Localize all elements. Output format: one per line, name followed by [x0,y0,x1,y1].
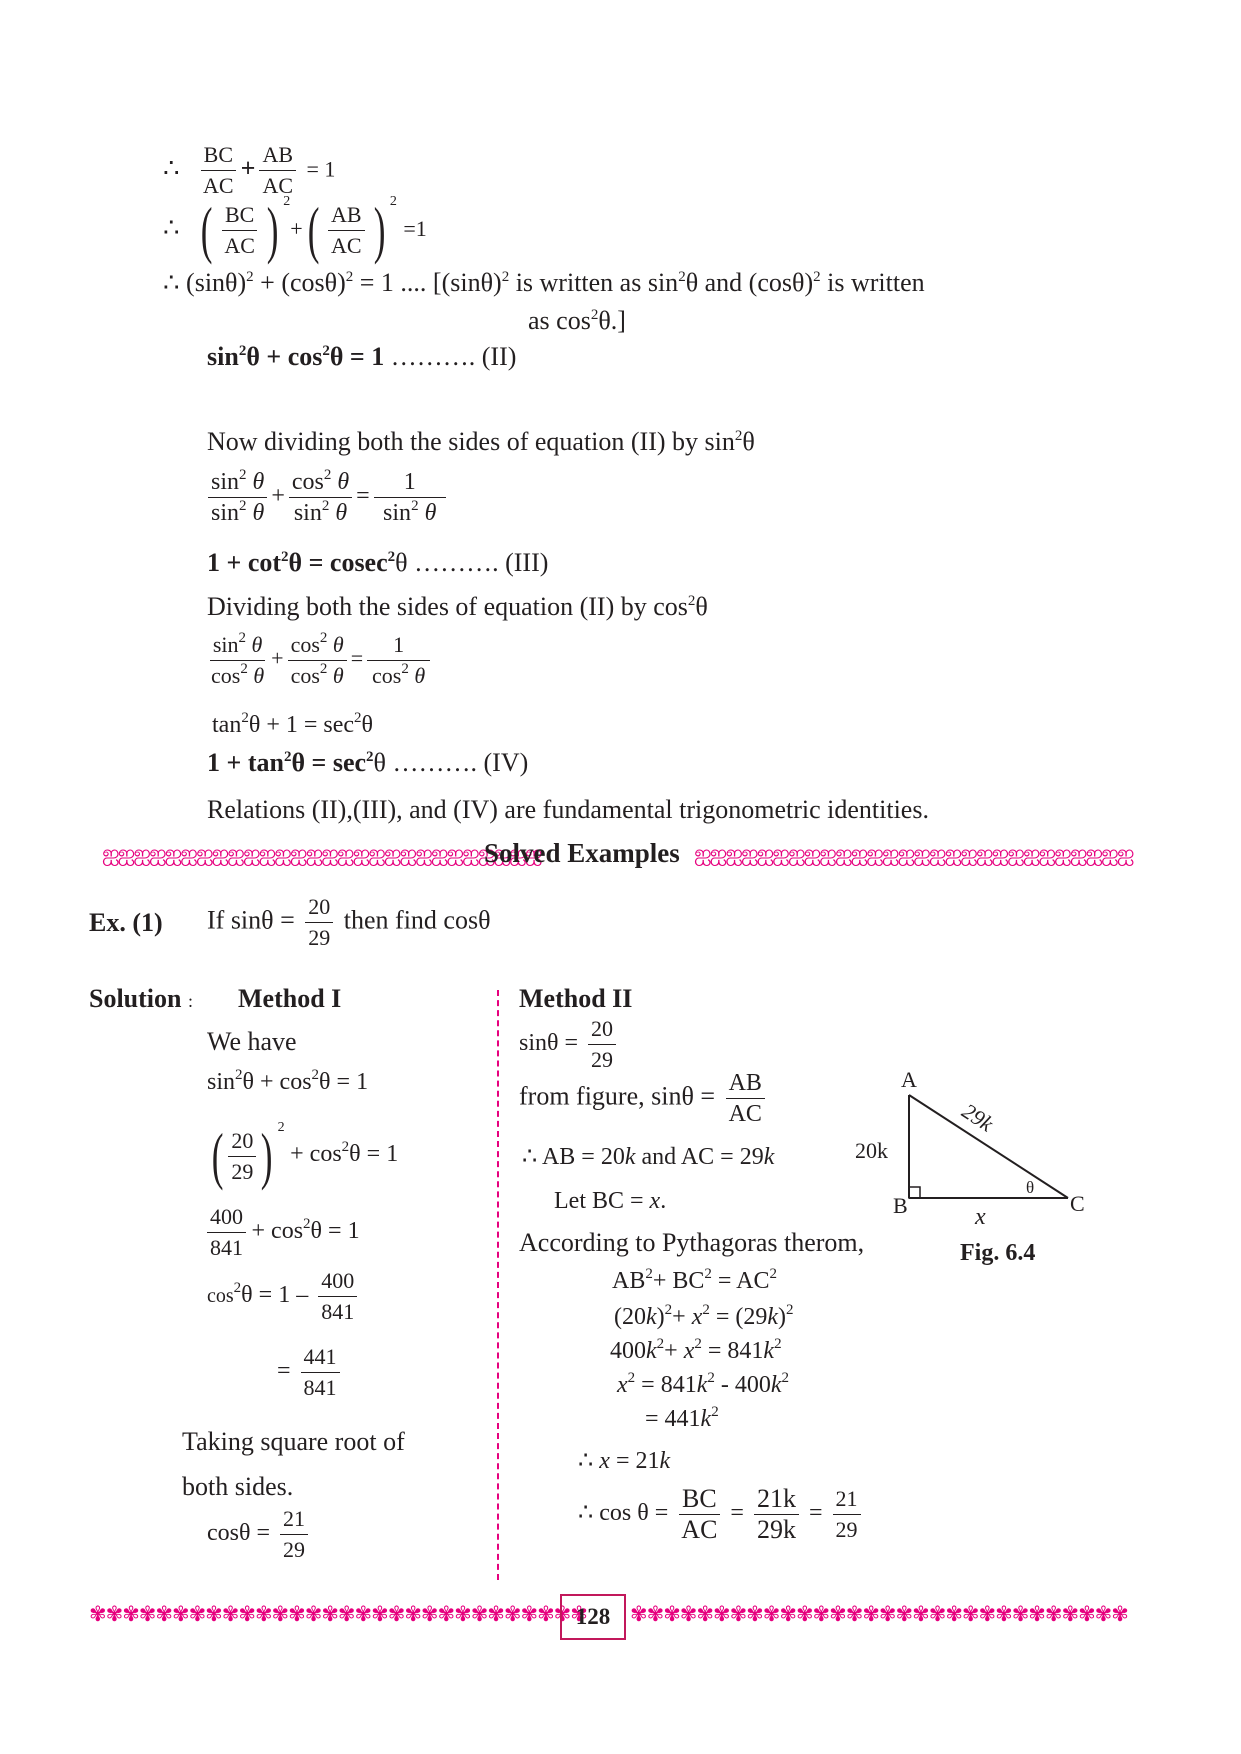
identity-III: $1 + \cot^2\theta = cosec^2\theta$ ………. (III) [207,548,549,577]
divide-sin-equation: $\frac{\sin^2 \theta}{\sin^2 \theta}$ + $\frac{\cos^2 \theta}{\sin^2 \theta}$ = $\frac{1}{\sin^2 \theta}$ [208,467,450,528]
figure-caption: Fig. 6.4 [960,1240,1036,1266]
cos-result: cosθ = $\frac{21}{29}$ [207,1504,312,1565]
m1-line3: $\frac{400}{841}$ + $\cos^2\theta = 1$ [207,1202,360,1263]
triangle-figure [855,1065,1095,1230]
m2-p1: $AB^2+ BC^2 = AC^2$ [612,1266,777,1294]
fraction: $\frac{20}{29}$ [305,892,333,953]
intro-line-1: ∴ $\frac{BC}{AC}$ + $\frac{AB}{AC}$ = 1 [163,140,335,201]
m1-line2: ( $\frac{20}{29}$ ) 2 + $\cos^2\theta = 1$ [207,1124,398,1188]
identity-IV: $1 + \tan^2\theta = \sec^2\theta$ ………. (IV) [207,748,529,777]
intro-line-4: as $\cos^2\theta$.] [528,306,626,335]
vertex-C: C [1070,1191,1085,1216]
intro-line-3: ∴ $(\sin\theta)^2 + (\cos\theta)^2 = 1$ .... [$(\sin\theta)^2$ is written as $\sin^2\theta$ and $(\cos\theta)^2$ is written [163,268,925,297]
fraction: $\frac{AB}{AC}$ [259,140,296,201]
fraction: $\frac{21}{29}$ [280,1504,308,1565]
fraction: $\frac{BC}{AC}$ [200,140,237,201]
m2-from-figure: from figure, sinθ = $\frac{AB}{AC}$ [519,1068,769,1129]
hypotenuse-label: 29k [957,1098,998,1137]
method-1-title: Method I [238,984,342,1013]
m2-according: According to Pythagoras therom, [519,1228,865,1257]
page-number: 128 [560,1594,626,1640]
method-2-title: Method II [519,984,633,1013]
paren-group: ( $\frac{AB}{AC}$ ) 2 [307,194,397,265]
therefore-symbol: ∴ [163,153,180,183]
m1-line4: $\cos^2\theta = 1$ – $\frac{400}{841}$ [207,1266,361,1327]
identity-II: $\sin^2\theta + \cos^2\theta = 1$ ………. (II) [207,342,517,371]
side-AB-label: 20k [855,1138,888,1163]
m2-p4: $x^2 = 841k^2 - 400k^2$ [617,1370,790,1398]
example-label: Ex. (1) [89,908,163,937]
base-label: x [975,1204,986,1230]
fraction: $\frac{441}{841}$ [301,1342,340,1403]
taking-sqrt: Taking square root of [182,1427,405,1456]
paren-group: ( $\frac{20}{29}$ ) 2 [211,1120,285,1191]
fraction: $\frac{21}{29}$ [833,1484,861,1545]
fraction: $\frac{20}{29}$ [588,1014,616,1075]
vertex-B: B [893,1193,908,1218]
m2-cos-line: ∴ cos θ = $\frac{BC}{AC}$ = $\frac{21k}{29k}$ = $\frac{21}{29}$ [578,1484,865,1545]
intro-line-2: ∴ ( $\frac{BC}{AC}$ ) 2 + ( $\frac{AB}{AC}$ ) 2 =1 [163,194,427,265]
fraction: $\frac{1}{\cos^2 \theta}$ [367,630,430,691]
m2-p6: ∴ x = 21k [578,1448,671,1474]
we-have: We have [207,1027,297,1056]
divide-sin-text: Now dividing both the sides of equation (II) by $\sin^2\theta$ [207,427,755,456]
divide-cos-equation: $\frac{\sin^2 \theta}{\cos^2 \theta}$ + $\frac{\cos^2 \theta}{\cos^2 \theta}$ = $\frac{1}{\cos^2 \theta}$ [208,630,434,691]
footer-border-left: ✾✾✾✾✾✾✾✾✾✾✾✾✾✾✾✾✾✾✾✾✾✾✾✾✾✾✾✾✾✾ [89,1602,587,1626]
m2-p3: $400k^2+ x^2 = 841k^2$ [610,1336,782,1364]
ornament-left: ஐஐஐஐஐஐஐஐஐஐஐஐஐஐஐஐஐஐஐஐஐஐஐஐஐஐஐஐ [102,841,541,866]
fraction: $\frac{\sin^2 \theta}{\sin^2 \theta}$ [208,467,267,528]
fraction: $\frac{BC}{AC}$ [678,1484,720,1545]
relations-text: Relations (II),(III), and (IV) are fundamental trigonometric identities. [207,795,929,824]
section-title: Solved Examples [484,838,680,868]
fraction: $\frac{\cos^2 \theta}{\sin^2 \theta}$ [289,467,352,528]
m2-p5: = $441k^2$ [645,1404,719,1432]
vertex-A: A [901,1067,917,1092]
ornament-right: ஐஐஐஐஐஐஐஐஐஐஐஐஐஐஐஐஐஐஐஐஐஐஐஐஐஐஐஐ [694,841,1133,866]
paren-group: ( $\frac{BC}{AC}$ ) 2 [200,194,291,265]
fraction: $\frac{AB}{AC}$ [328,200,365,261]
fraction: $\frac{BC}{AC}$ [221,200,258,261]
column-divider [497,990,499,1580]
fraction: $\frac{\cos^2 \theta}{\cos^2 \theta}$ [288,630,347,691]
solution-label: Solution : [89,984,194,1013]
fraction: $\frac{21k}{29k}$ [754,1484,799,1545]
m2-let: Let BC = x. [554,1188,667,1214]
example-question: If sinθ = $\frac{20}{29}$ then find cosθ [207,892,491,953]
fraction: $\frac{1}{\sin^2 \theta}$ [374,467,446,528]
divide-cos-text: Dividing both the sides of equation (II) by $\cos^2\theta$ [207,592,708,621]
m1-line1: $\sin^2\theta + \cos^2\theta = 1$ [207,1067,369,1095]
fraction: $\frac{\sin^2 \theta}{\cos^2 \theta}$ [211,630,265,688]
m2-sin: sinθ = $\frac{20}{29}$ [519,1014,620,1075]
fraction: $\frac{400}{841}$ [207,1202,246,1263]
m2-p2: $(20k)^2+ x^2 = (29k)^2$ [614,1302,794,1330]
angle-label: θ [1026,1178,1035,1197]
tan-line: $\tan^2\theta + 1 = \sec^2\theta$ [212,710,374,738]
fraction: $\frac{AB}{AC}$ [726,1068,765,1129]
fraction: $\frac{400}{841}$ [318,1266,357,1327]
m2-ab-ac: ∴ AB = 20k and AC = 29k [522,1144,775,1170]
both-sides: both sides. [182,1472,294,1501]
footer-border-right: ✾✾✾✾✾✾✾✾✾✾✾✾✾✾✾✾✾✾✾✾✾✾✾✾✾✾✾✾✾✾ [630,1602,1128,1626]
m1-line5: = $\frac{441}{841}$ [277,1342,344,1403]
